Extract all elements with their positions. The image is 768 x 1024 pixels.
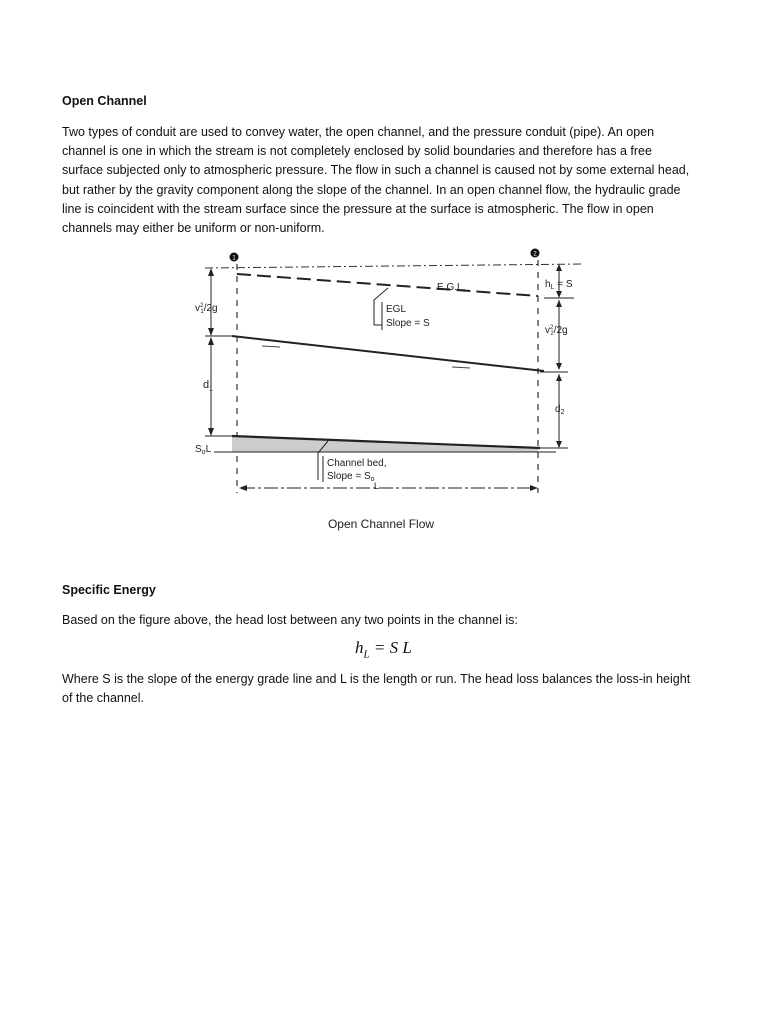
egl-note-line2: Slope = S <box>386 318 430 329</box>
d1-label: $d_1$ <box>203 379 214 393</box>
specific-energy-paragraph <box>62 670 702 708</box>
arrow-head <box>556 363 562 370</box>
arrow-head <box>556 441 562 448</box>
v2-label: $v^2$ 2/2g <box>545 325 568 337</box>
length-label: L <box>374 481 380 491</box>
hl-label: $h_L = S$ <box>545 279 573 291</box>
paragraph-line: line is coincident with the stream surface since the pressure at the surface is atmospheric. The flow in open <box>62 201 654 216</box>
paragraph-line: of the channel. <box>62 691 145 706</box>
point-1-number: 1 <box>232 255 236 262</box>
point-2-number: 2 <box>533 251 537 258</box>
paragraph-line: Where S is the slope of the energy grade line and L is the length or run. The head loss balances the loss-in height <box>62 672 691 686</box>
arrow-head <box>208 268 214 276</box>
energy-grade-line <box>237 274 538 296</box>
head-loss-formula: $h_L = S$ L <box>355 638 412 661</box>
egl-label: E.G.L. <box>437 282 466 293</box>
arrow-head <box>556 300 562 307</box>
water-mark <box>452 367 470 368</box>
arrow-head <box>556 374 562 381</box>
arrow-head <box>530 485 538 491</box>
bed-note-line2: Slope = $S_o$ <box>327 471 375 483</box>
v1-label: $v^2$ 1/2g <box>195 303 218 315</box>
paragraph-line: Two types of conduit are used to convey water, the open channel, and the pressure conduit (pipe). An open <box>62 125 655 139</box>
section-title-open-channel: Open Channel <box>62 94 147 108</box>
water-surface <box>232 336 544 371</box>
egl-note-line1: EGL <box>386 304 407 315</box>
paragraph-line: channel is one in which the stream is not completely enclosed by solid boundaries and therefore has a free <box>62 144 652 159</box>
figure-caption: Open Channel Flow <box>327 517 435 531</box>
paragraph-line: but rather by the gravity component along the slope of the channel. In an open channel flow, the hydraulic grade <box>62 182 681 197</box>
arrow-head <box>208 428 214 436</box>
paragraph-line: surface subjected only to atmospheric pressure. The flow in such a channel is caused not by some external head, <box>62 163 690 178</box>
arrow-head <box>556 291 562 298</box>
paragraph-line: channels may either be uniform or non-uniform. <box>62 221 325 236</box>
arrow-head <box>208 337 214 345</box>
so-label: $S_oL$ <box>195 444 212 456</box>
arrow-head <box>208 328 214 336</box>
bed-note-line1: Channel bed, <box>327 458 387 469</box>
d2-label: $d_2$ <box>555 404 565 416</box>
arrow-head <box>556 264 562 271</box>
arrow-head <box>239 485 247 491</box>
datum-line-top <box>205 264 583 268</box>
water-mark <box>262 346 280 347</box>
specific-energy-intro: Based on the figure above, the head lost between any two points in the channel is: <box>62 613 518 627</box>
section-title-specific-energy: Specific Energy <box>62 583 156 597</box>
